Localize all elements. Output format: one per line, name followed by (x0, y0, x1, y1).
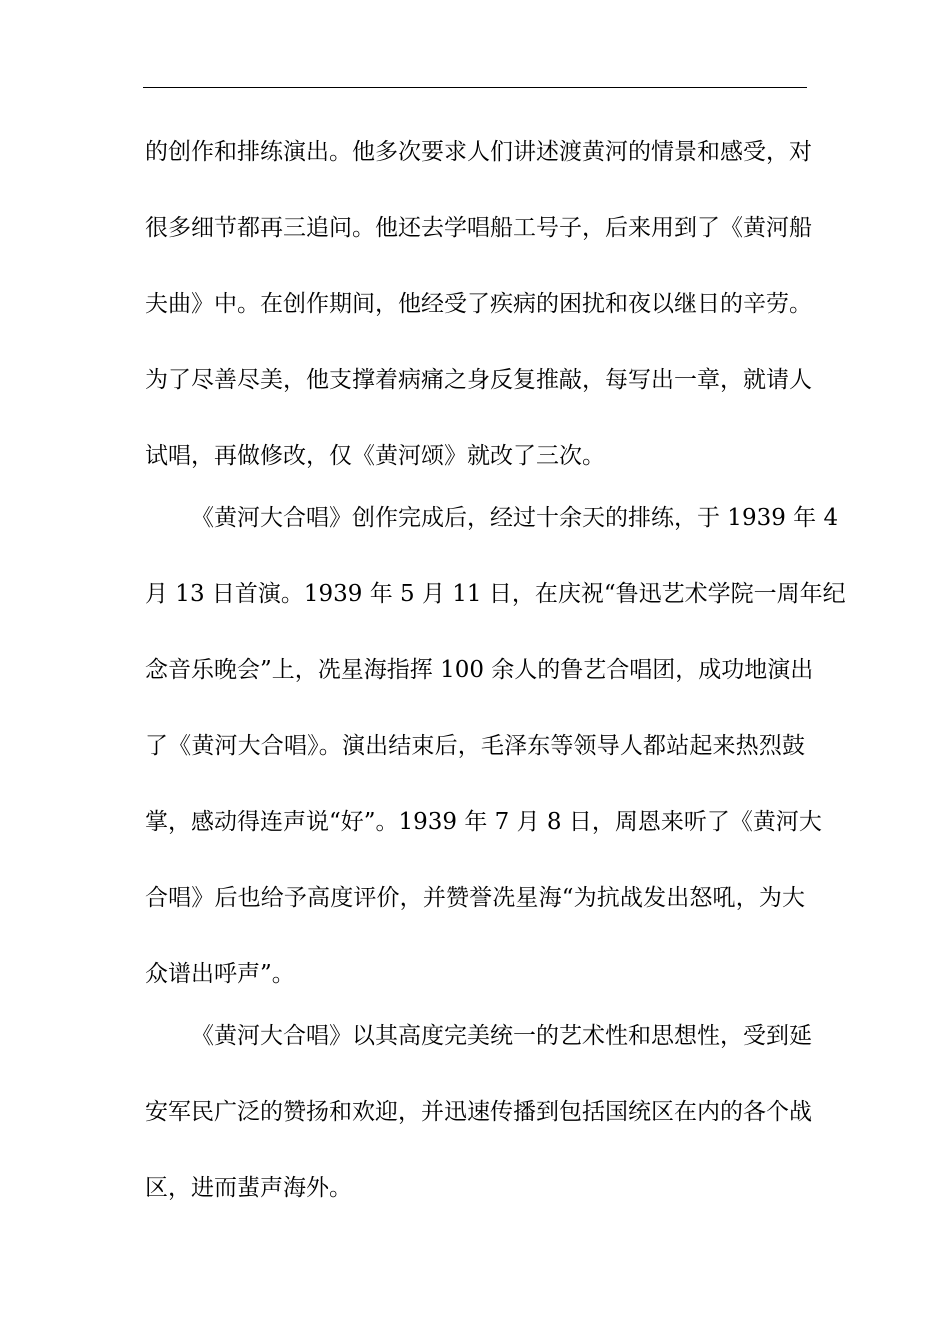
text-line: 夫曲》中。在创作期间，他经受了疾病的困扰和夜以继日的辛劳。 (145, 291, 812, 317)
header-rule (143, 87, 807, 88)
text-line: 试唱，再做修改，仅《黄河颂》就改了三次。 (145, 443, 605, 469)
text-line: 念音乐晚会”上，冼星海指挥 100 余人的鲁艺合唱团，成功地演出 (145, 657, 814, 683)
text-line: 月 13 日首演。1939 年 5 月 11 日，在庆祝“鲁迅艺术学院一周年纪 (145, 581, 846, 607)
text-line: 众谱出呼声”。 (145, 961, 295, 987)
text-line: 《黄河大合唱》创作完成后，经过十余天的排练，于 1939 年 4 (191, 505, 839, 531)
text-line: 为了尽善尽美，他支撑着病痛之身反复推敲，每写出一章，就请人 (145, 367, 812, 393)
text-line: 掌，感动得连声说“好”。1939 年 7 月 8 日，周恩来听了《黄河大 (145, 809, 822, 835)
body-text (145, 130, 846, 1242)
text-line: 了《黄河大合唱》。演出结束后，毛泽东等领导人都站起来热烈鼓 (145, 733, 805, 759)
text-line: 《黄河大合唱》以其高度完美统一的艺术性和思想性，受到延 (191, 1023, 812, 1049)
text-line: 很多细节都再三追问。他还去学唱船工号子，后来用到了《黄河船 (145, 215, 812, 241)
text-line: 合唱》后也给予高度评价，并赞誉冼星海“为抗战发出怒吼，为大 (145, 885, 805, 911)
text-line: 区，进而蜚声海外。 (145, 1175, 352, 1201)
text-line: 安军民广泛的赞扬和欢迎，并迅速传播到包括国统区在内的各个战 (145, 1099, 812, 1125)
text-line: 的创作和排练演出。他多次要求人们讲述渡黄河的情景和感受，对 (145, 139, 812, 165)
